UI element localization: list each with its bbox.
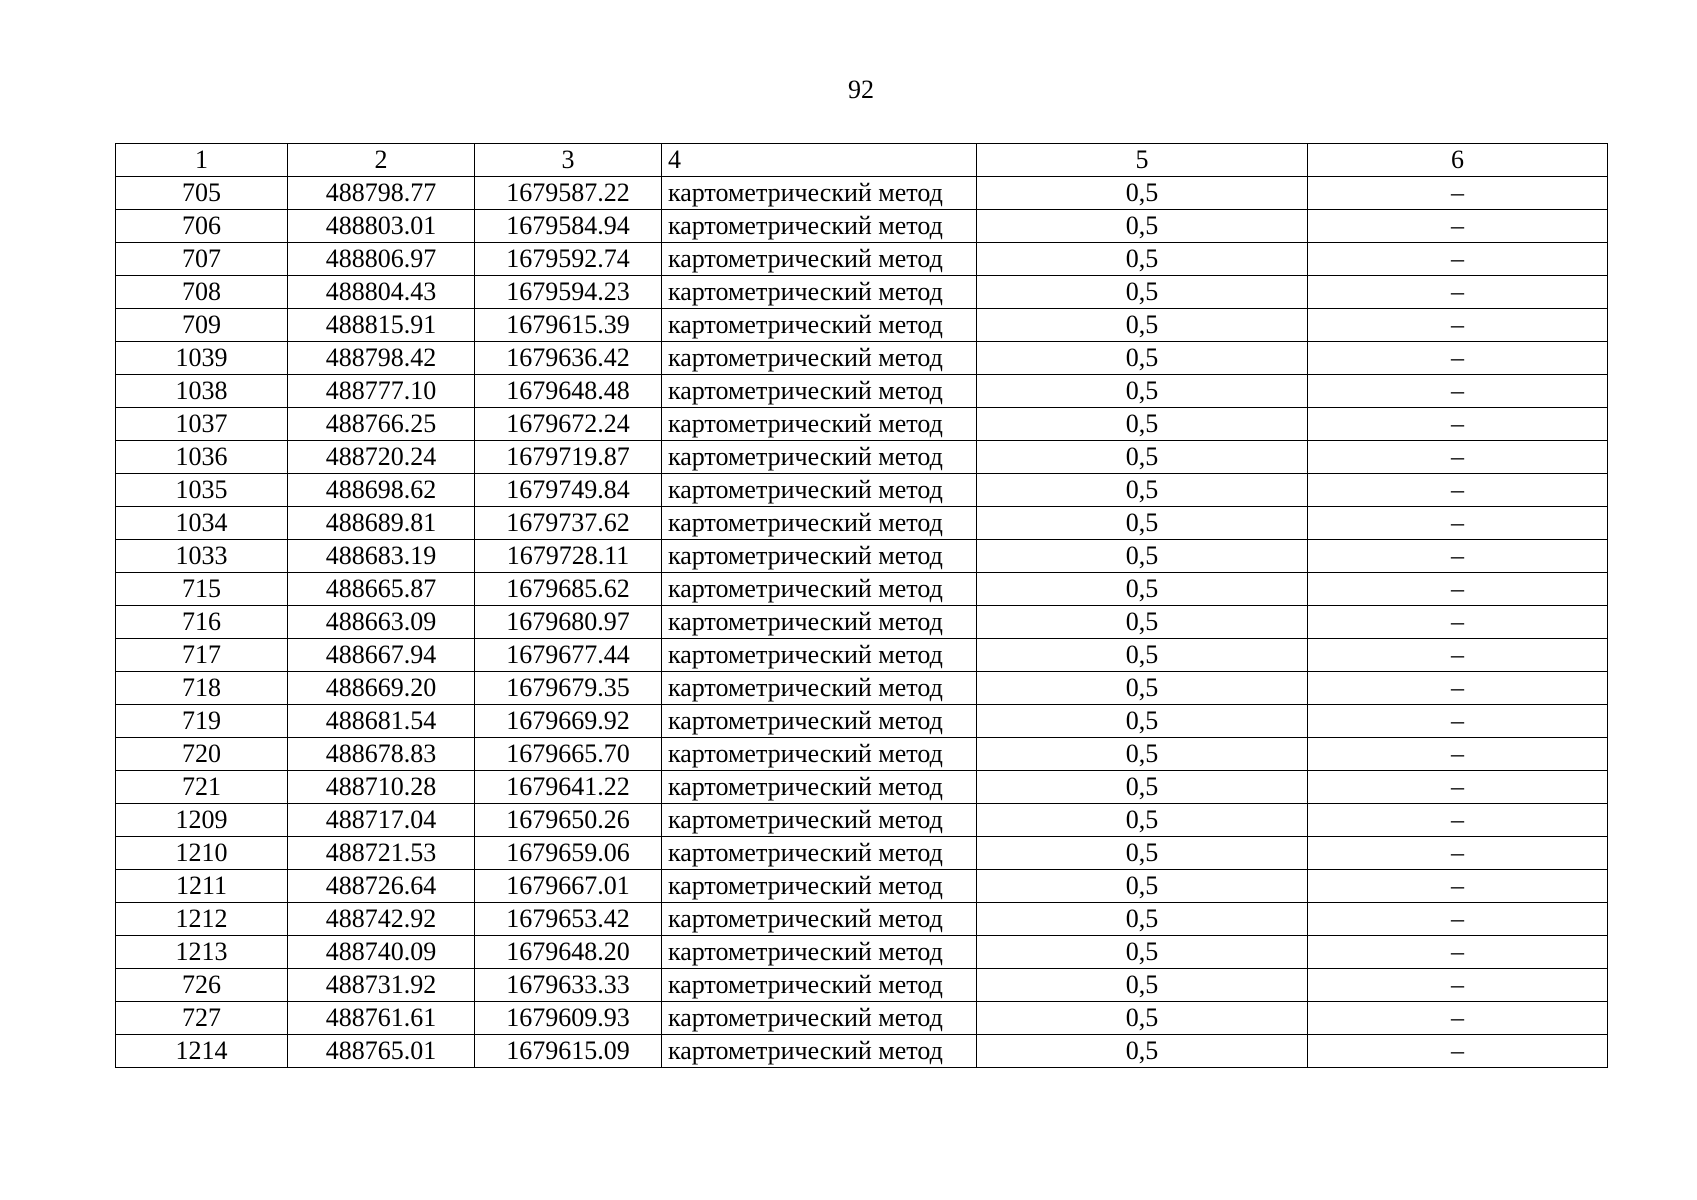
x-coordinate-cell: 488798.77	[288, 177, 475, 210]
point-number-cell: 1212	[116, 903, 288, 936]
coordinates-table	[115, 143, 1608, 1068]
table-row	[116, 1035, 1608, 1068]
y-coordinate-cell: 1679737.62	[475, 507, 662, 540]
column-header-2: 2	[288, 144, 475, 177]
accuracy-cell: 0,5	[977, 969, 1308, 1002]
y-coordinate-cell: 1679648.20	[475, 936, 662, 969]
table-row	[116, 177, 1608, 210]
method-cell: картометрический метод	[662, 342, 977, 375]
point-number-cell: 720	[116, 738, 288, 771]
y-coordinate-cell: 1679685.62	[475, 573, 662, 606]
x-coordinate-cell: 488683.19	[288, 540, 475, 573]
method-cell: картометрический метод	[662, 474, 977, 507]
note-cell: –	[1308, 276, 1608, 309]
accuracy-cell: 0,5	[977, 474, 1308, 507]
y-coordinate-cell: 1679749.84	[475, 474, 662, 507]
accuracy-cell: 0,5	[977, 573, 1308, 606]
accuracy-cell: 0,5	[977, 309, 1308, 342]
accuracy-cell: 0,5	[977, 639, 1308, 672]
x-coordinate-cell: 488731.92	[288, 969, 475, 1002]
method-cell: картометрический метод	[662, 672, 977, 705]
y-coordinate-cell: 1679679.35	[475, 672, 662, 705]
table-row	[116, 474, 1608, 507]
point-number-cell: 1209	[116, 804, 288, 837]
method-cell: картометрический метод	[662, 606, 977, 639]
page-number: 92	[848, 75, 874, 104]
method-cell: картометрический метод	[662, 573, 977, 606]
accuracy-cell: 0,5	[977, 507, 1308, 540]
y-coordinate-cell: 1679650.26	[475, 804, 662, 837]
method-cell: картометрический метод	[662, 309, 977, 342]
table-row	[116, 771, 1608, 804]
note-cell: –	[1308, 870, 1608, 903]
x-coordinate-cell: 488804.43	[288, 276, 475, 309]
table-row	[116, 969, 1608, 1002]
method-cell: картометрический метод	[662, 210, 977, 243]
method-cell: картометрический метод	[662, 375, 977, 408]
y-coordinate-cell: 1679587.22	[475, 177, 662, 210]
point-number-cell: 727	[116, 1002, 288, 1035]
accuracy-cell: 0,5	[977, 408, 1308, 441]
x-coordinate-cell: 488740.09	[288, 936, 475, 969]
x-coordinate-cell: 488720.24	[288, 441, 475, 474]
y-coordinate-cell: 1679653.42	[475, 903, 662, 936]
column-header-3: 3	[475, 144, 662, 177]
table-row	[116, 342, 1608, 375]
y-coordinate-cell: 1679633.33	[475, 969, 662, 1002]
method-cell: картометрический метод	[662, 639, 977, 672]
table-row	[116, 936, 1608, 969]
table-row	[116, 375, 1608, 408]
note-cell: –	[1308, 210, 1608, 243]
accuracy-cell: 0,5	[977, 1035, 1308, 1068]
x-coordinate-cell: 488761.61	[288, 1002, 475, 1035]
accuracy-cell: 0,5	[977, 936, 1308, 969]
point-number-cell: 1039	[116, 342, 288, 375]
y-coordinate-cell: 1679719.87	[475, 441, 662, 474]
table-row	[116, 210, 1608, 243]
point-number-cell: 1037	[116, 408, 288, 441]
accuracy-cell: 0,5	[977, 672, 1308, 705]
x-coordinate-cell: 488667.94	[288, 639, 475, 672]
method-cell: картометрический метод	[662, 903, 977, 936]
x-coordinate-cell: 488803.01	[288, 210, 475, 243]
accuracy-cell: 0,5	[977, 210, 1308, 243]
note-cell: –	[1308, 606, 1608, 639]
method-cell: картометрический метод	[662, 738, 977, 771]
method-cell: картометрический метод	[662, 804, 977, 837]
x-coordinate-cell: 488806.97	[288, 243, 475, 276]
y-coordinate-cell: 1679667.01	[475, 870, 662, 903]
point-number-cell: 709	[116, 309, 288, 342]
table-row	[116, 705, 1608, 738]
note-cell: –	[1308, 243, 1608, 276]
y-coordinate-cell: 1679636.42	[475, 342, 662, 375]
table-row	[116, 606, 1608, 639]
column-header-6: 6	[1308, 144, 1608, 177]
x-coordinate-cell: 488717.04	[288, 804, 475, 837]
y-coordinate-cell: 1679594.23	[475, 276, 662, 309]
x-coordinate-cell: 488765.01	[288, 1035, 475, 1068]
column-header-1: 1	[116, 144, 288, 177]
method-cell: картометрический метод	[662, 507, 977, 540]
y-coordinate-cell: 1679728.11	[475, 540, 662, 573]
accuracy-cell: 0,5	[977, 870, 1308, 903]
y-coordinate-cell: 1679648.48	[475, 375, 662, 408]
x-coordinate-cell: 488669.20	[288, 672, 475, 705]
point-number-cell: 716	[116, 606, 288, 639]
point-number-cell: 721	[116, 771, 288, 804]
note-cell: –	[1308, 837, 1608, 870]
y-coordinate-cell: 1679592.74	[475, 243, 662, 276]
y-coordinate-cell: 1679680.97	[475, 606, 662, 639]
method-cell: картометрический метод	[662, 705, 977, 738]
point-number-cell: 1033	[116, 540, 288, 573]
x-coordinate-cell: 488721.53	[288, 837, 475, 870]
point-number-cell: 719	[116, 705, 288, 738]
point-number-cell: 1036	[116, 441, 288, 474]
note-cell: –	[1308, 1035, 1608, 1068]
note-cell: –	[1308, 309, 1608, 342]
y-coordinate-cell: 1679665.70	[475, 738, 662, 771]
point-number-cell: 1210	[116, 837, 288, 870]
point-number-cell: 1034	[116, 507, 288, 540]
accuracy-cell: 0,5	[977, 540, 1308, 573]
table-row	[116, 672, 1608, 705]
accuracy-cell: 0,5	[977, 1002, 1308, 1035]
table-row	[116, 804, 1608, 837]
accuracy-cell: 0,5	[977, 375, 1308, 408]
table-body	[116, 177, 1608, 1068]
table-row	[116, 573, 1608, 606]
accuracy-cell: 0,5	[977, 276, 1308, 309]
table-row	[116, 837, 1608, 870]
note-cell: –	[1308, 540, 1608, 573]
accuracy-cell: 0,5	[977, 606, 1308, 639]
point-number-cell: 707	[116, 243, 288, 276]
note-cell: –	[1308, 474, 1608, 507]
method-cell: картометрический метод	[662, 936, 977, 969]
x-coordinate-cell: 488777.10	[288, 375, 475, 408]
note-cell: –	[1308, 936, 1608, 969]
accuracy-cell: 0,5	[977, 738, 1308, 771]
note-cell: –	[1308, 1002, 1608, 1035]
table-row	[116, 903, 1608, 936]
x-coordinate-cell: 488726.64	[288, 870, 475, 903]
note-cell: –	[1308, 408, 1608, 441]
accuracy-cell: 0,5	[977, 837, 1308, 870]
column-header-4: 4	[662, 144, 977, 177]
table-row	[116, 639, 1608, 672]
table-row	[116, 1002, 1608, 1035]
note-cell: –	[1308, 771, 1608, 804]
note-cell: –	[1308, 375, 1608, 408]
accuracy-cell: 0,5	[977, 804, 1308, 837]
point-number-cell: 717	[116, 639, 288, 672]
method-cell: картометрический метод	[662, 771, 977, 804]
note-cell: –	[1308, 804, 1608, 837]
point-number-cell: 1213	[116, 936, 288, 969]
method-cell: картометрический метод	[662, 1002, 977, 1035]
table-row	[116, 441, 1608, 474]
point-number-cell: 1211	[116, 870, 288, 903]
x-coordinate-cell: 488742.92	[288, 903, 475, 936]
x-coordinate-cell: 488698.62	[288, 474, 475, 507]
method-cell: картометрический метод	[662, 969, 977, 1002]
table-header-row	[116, 144, 1608, 177]
note-cell: –	[1308, 672, 1608, 705]
table-row	[116, 309, 1608, 342]
y-coordinate-cell: 1679659.06	[475, 837, 662, 870]
table-row	[116, 243, 1608, 276]
note-cell: –	[1308, 639, 1608, 672]
y-coordinate-cell: 1679672.24	[475, 408, 662, 441]
column-header-5: 5	[977, 144, 1308, 177]
note-cell: –	[1308, 738, 1608, 771]
note-cell: –	[1308, 177, 1608, 210]
y-coordinate-cell: 1679669.92	[475, 705, 662, 738]
method-cell: картометрический метод	[662, 441, 977, 474]
y-coordinate-cell: 1679609.93	[475, 1002, 662, 1035]
accuracy-cell: 0,5	[977, 441, 1308, 474]
x-coordinate-cell: 488681.54	[288, 705, 475, 738]
method-cell: картометрический метод	[662, 243, 977, 276]
point-number-cell: 708	[116, 276, 288, 309]
y-coordinate-cell: 1679641.22	[475, 771, 662, 804]
accuracy-cell: 0,5	[977, 771, 1308, 804]
point-number-cell: 715	[116, 573, 288, 606]
point-number-cell: 706	[116, 210, 288, 243]
table-row	[116, 408, 1608, 441]
accuracy-cell: 0,5	[977, 903, 1308, 936]
note-cell: –	[1308, 705, 1608, 738]
x-coordinate-cell: 488678.83	[288, 738, 475, 771]
method-cell: картометрический метод	[662, 837, 977, 870]
accuracy-cell: 0,5	[977, 177, 1308, 210]
point-number-cell: 718	[116, 672, 288, 705]
x-coordinate-cell: 488766.25	[288, 408, 475, 441]
point-number-cell: 705	[116, 177, 288, 210]
note-cell: –	[1308, 507, 1608, 540]
y-coordinate-cell: 1679615.09	[475, 1035, 662, 1068]
y-coordinate-cell: 1679677.44	[475, 639, 662, 672]
method-cell: картометрический метод	[662, 408, 977, 441]
point-number-cell: 726	[116, 969, 288, 1002]
x-coordinate-cell: 488689.81	[288, 507, 475, 540]
method-cell: картометрический метод	[662, 1035, 977, 1068]
point-number-cell: 1038	[116, 375, 288, 408]
method-cell: картометрический метод	[662, 177, 977, 210]
table-row	[116, 738, 1608, 771]
note-cell: –	[1308, 441, 1608, 474]
y-coordinate-cell: 1679584.94	[475, 210, 662, 243]
table-row	[116, 507, 1608, 540]
method-cell: картометрический метод	[662, 276, 977, 309]
method-cell: картометрический метод	[662, 540, 977, 573]
note-cell: –	[1308, 969, 1608, 1002]
x-coordinate-cell: 488815.91	[288, 309, 475, 342]
point-number-cell: 1035	[116, 474, 288, 507]
table-row	[116, 870, 1608, 903]
method-cell: картометрический метод	[662, 870, 977, 903]
note-cell: –	[1308, 342, 1608, 375]
x-coordinate-cell: 488665.87	[288, 573, 475, 606]
y-coordinate-cell: 1679615.39	[475, 309, 662, 342]
accuracy-cell: 0,5	[977, 705, 1308, 738]
x-coordinate-cell: 488798.42	[288, 342, 475, 375]
note-cell: –	[1308, 573, 1608, 606]
x-coordinate-cell: 488710.28	[288, 771, 475, 804]
point-number-cell: 1214	[116, 1035, 288, 1068]
note-cell: –	[1308, 903, 1608, 936]
accuracy-cell: 0,5	[977, 342, 1308, 375]
table-row	[116, 540, 1608, 573]
accuracy-cell: 0,5	[977, 243, 1308, 276]
table-row	[116, 276, 1608, 309]
x-coordinate-cell: 488663.09	[288, 606, 475, 639]
